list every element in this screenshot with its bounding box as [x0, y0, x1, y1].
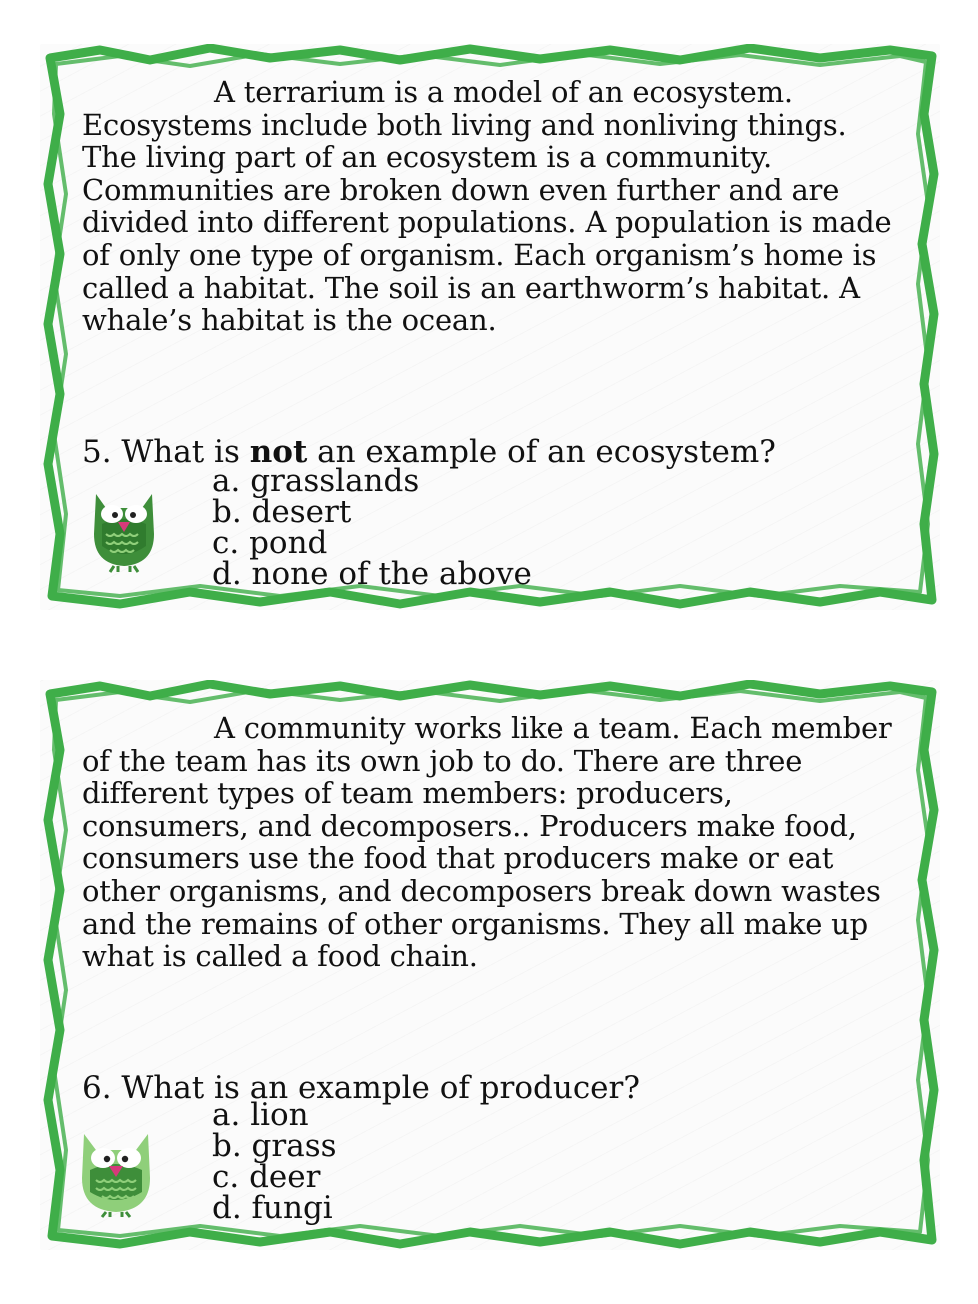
question-6 [82, 1072, 640, 1104]
question-text-end: an example of an ecosystem? [307, 434, 776, 470]
question-text: 5. What is [82, 434, 250, 470]
option-b[interactable]: b. desert [212, 494, 352, 530]
option-d[interactable]: d. none of the above [212, 556, 532, 592]
passage-body: member of the team has its own job to do. There are three different types of team members: producers, consumers, and decomposers.. Producers make food, consumers use the food that producers make or eat other organisms, and decomposers break down wastes and the remains of other organisms. They all make up what is called a food chain. [82, 711, 892, 974]
reading-passage [82, 76, 906, 337]
task-card-6 [40, 680, 940, 1250]
answer-options [212, 463, 532, 592]
passage-first-line: A terrarium is a model of an [214, 75, 624, 109]
question-emphasis: not [249, 434, 308, 470]
owl-icon [88, 484, 160, 574]
option-b[interactable]: b. grass [212, 1128, 337, 1164]
option-a[interactable]: a. grasslands [212, 463, 420, 499]
task-card-5 [40, 44, 940, 610]
option-a[interactable]: a. lion [212, 1097, 309, 1133]
passage-first-line: A community works like a team. Each [214, 711, 762, 745]
passage-body: ecosystem. Ecosystems include both living and nonliving things. The living part of an ecosystem is a community. Communities are broken down even further and are divided into different populations. A population is made of only one type of organism. Each organism’s home is called a habitat. The soil is an earthworm’s habitat. A whale’s habitat is the ocean. [82, 75, 892, 338]
reading-passage [82, 712, 906, 973]
question-text: 6. What is an example of producer? [82, 1070, 640, 1106]
answer-options [212, 1097, 337, 1226]
option-c[interactable]: c. deer [212, 1159, 321, 1195]
owl-icon [76, 1126, 156, 1218]
question-5 [82, 436, 776, 468]
option-d[interactable]: d. fungi [212, 1190, 333, 1226]
option-c[interactable]: c. pond [212, 525, 328, 561]
